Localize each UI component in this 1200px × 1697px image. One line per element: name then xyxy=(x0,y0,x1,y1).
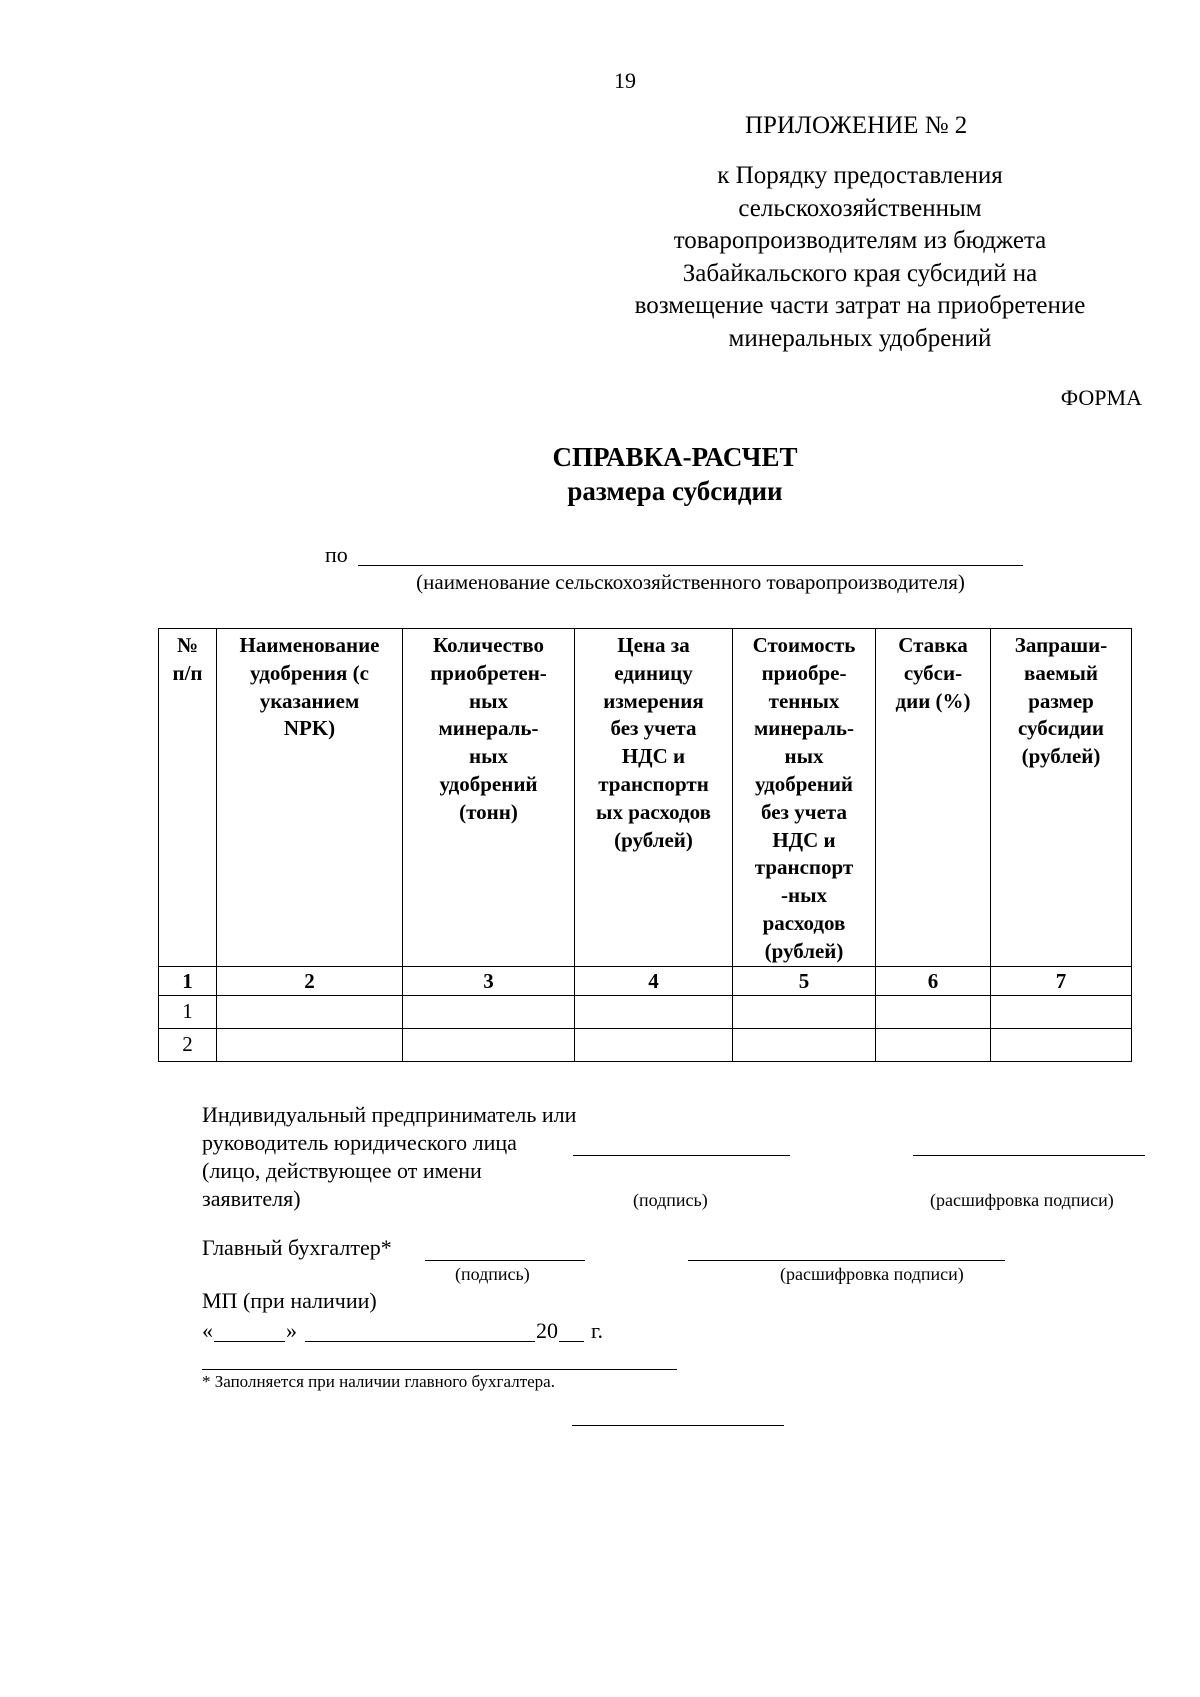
header-cell-fertilizer-name: Наименование удобрения (с указанием NPK) xyxy=(217,629,403,967)
table-cell[interactable] xyxy=(575,995,733,1028)
subsidy-calculation-table xyxy=(158,628,1132,1062)
header-cell-quantity: Количество приобретен- ных минераль- ных удобрений (тонн) xyxy=(403,629,575,967)
appendix-subtitle xyxy=(600,160,1120,355)
recipient-prefix: по xyxy=(325,542,348,567)
signatory-label-line: (лицо, действующее от имени xyxy=(202,1158,482,1183)
appendix-subtitle-line: товаропроизводителям из бюджета xyxy=(673,227,1047,254)
recipient-caption: (наименование сельскохозяйственного товаропроизводителя) xyxy=(416,570,965,594)
table-cell[interactable] xyxy=(991,1028,1132,1061)
footnote: * Заполняется при наличии главного бухгалтера. xyxy=(202,1372,555,1391)
table-row xyxy=(159,995,1132,1028)
column-number-cell: 2 xyxy=(217,966,403,995)
signatory-label xyxy=(202,1101,576,1213)
date-close-quote: » xyxy=(286,1318,297,1343)
footnote-divider xyxy=(202,1369,677,1370)
appendix-subtitle-line: сельскохозяйственным xyxy=(738,194,982,222)
page-number: 19 xyxy=(614,68,636,93)
column-number-cell: 7 xyxy=(991,966,1132,995)
table-cell[interactable] xyxy=(733,995,876,1028)
appendix-subtitle-line: Забайкальского края субсидий на xyxy=(682,259,1038,287)
appendix-title: ПРИЛОЖЕНИЕ № 2 xyxy=(745,112,968,139)
column-number-cell: 3 xyxy=(403,966,575,995)
date-year-line[interactable] xyxy=(559,1341,584,1342)
signatory-label-line: заявителя) xyxy=(202,1186,301,1211)
end-divider xyxy=(572,1425,784,1426)
appendix-subtitle-line: минеральных удобрений xyxy=(728,324,992,352)
signatory-label-line: Индивидуальный предприниматель или xyxy=(202,1102,577,1127)
date-day-line[interactable] xyxy=(214,1341,285,1342)
row-number-cell: 1 xyxy=(159,995,217,1028)
table-cell[interactable] xyxy=(403,995,575,1028)
appendix-subtitle-line: возмещение части затрат на приобретение xyxy=(634,292,1086,319)
signatory-decoding-line[interactable] xyxy=(913,1155,1145,1156)
date-year-suffix: г. xyxy=(591,1318,604,1343)
table-cell[interactable] xyxy=(876,1028,991,1061)
table-cell[interactable] xyxy=(991,995,1132,1028)
document-subtitle: размера субсидии xyxy=(567,476,783,506)
table-row xyxy=(159,1028,1132,1061)
table-cell[interactable] xyxy=(217,995,403,1028)
column-number-row xyxy=(159,966,1132,995)
header-cell-requested-subsidy: Запраши- ваемый размер субсидии (рублей) xyxy=(991,629,1132,967)
stamp-label: МП (при наличии) xyxy=(202,1288,377,1313)
chief-accountant-decoding-line[interactable] xyxy=(688,1260,1005,1261)
date-open-quote: « xyxy=(202,1318,213,1343)
chief-accountant-signature-line[interactable] xyxy=(425,1260,585,1261)
header-cell-cost: Стоимость приобре- тенных минераль- ных удобрений без учета НДС и транспорт -ных расходов (рублей) xyxy=(733,629,876,967)
document-title: СПРАВКА-РАСЧЕТ xyxy=(552,442,798,472)
table-cell[interactable] xyxy=(403,1028,575,1061)
document-title-block xyxy=(0,440,1200,508)
signatory-signature-caption: (подпись) xyxy=(633,1190,708,1210)
form-label: ФОРМА xyxy=(1060,385,1142,410)
chief-accountant-label: Главный бухгалтер* xyxy=(202,1235,392,1260)
header-cell-number: № п/п xyxy=(159,629,217,967)
date-year-prefix: 20 xyxy=(536,1318,558,1343)
chief-accountant-signature-caption: (подпись) xyxy=(455,1264,530,1284)
row-number-cell: 2 xyxy=(159,1028,217,1061)
header-cell-unit-price: Цена за единицу измерения без учета НДС и транспортн ых расходов (рублей) xyxy=(575,629,733,967)
column-number-cell: 4 xyxy=(575,966,733,995)
appendix-subtitle-line: к Порядку предоставления xyxy=(717,162,1003,189)
table-cell[interactable] xyxy=(217,1028,403,1061)
table-cell[interactable] xyxy=(876,995,991,1028)
date-month-line[interactable] xyxy=(305,1341,535,1342)
table-cell[interactable] xyxy=(575,1028,733,1061)
column-number-cell: 6 xyxy=(876,966,991,995)
table-header-row xyxy=(159,629,1132,967)
signatory-signature-line[interactable] xyxy=(573,1155,790,1156)
signatory-decoding-caption: (расшифровка подписи) xyxy=(930,1190,1114,1210)
table-cell[interactable] xyxy=(733,1028,876,1061)
chief-accountant-decoding-caption: (расшифровка подписи) xyxy=(780,1264,964,1284)
column-number-cell: 1 xyxy=(159,966,217,995)
recipient-name-line[interactable] xyxy=(358,565,1023,566)
header-cell-subsidy-rate: Ставка субси- дии (%) xyxy=(876,629,991,967)
signatory-label-line: руководитель юридического лица xyxy=(202,1130,517,1155)
column-number-cell: 5 xyxy=(733,966,876,995)
